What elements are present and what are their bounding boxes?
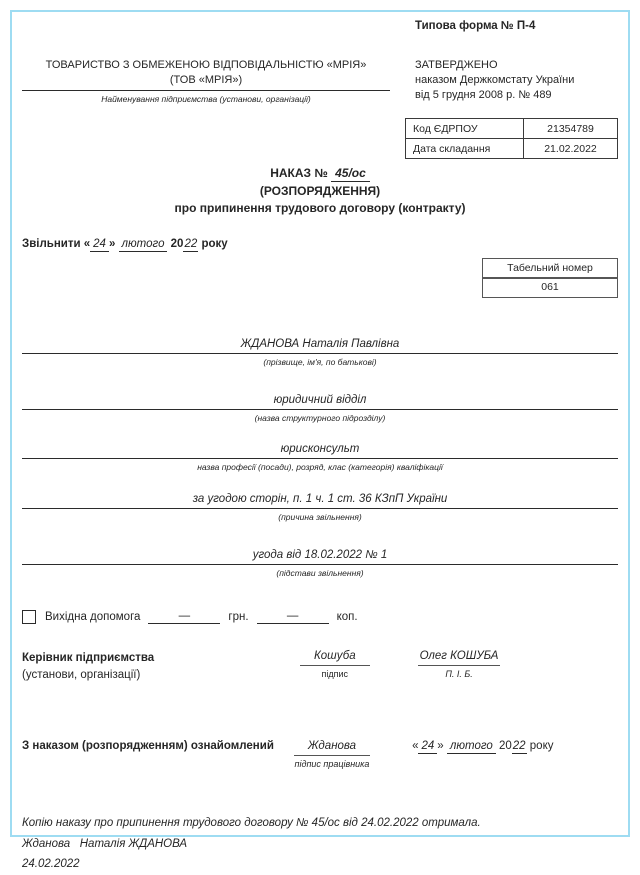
severance-row <box>22 610 618 624</box>
acknowledgment-date: « 24 » лютого 2022 року <box>412 740 554 752</box>
dismiss-grounds-value: угода від 18.02.2022 № 1 <box>22 549 618 565</box>
acknowledgment-row <box>22 740 618 769</box>
approved-line1: ЗАТВЕРДЖЕНО <box>415 59 498 71</box>
profession-caption: назва професії (посади), розряд, клас (категорія) кваліфікації <box>197 462 443 472</box>
director-name-caption: П. І. Б. <box>445 669 473 679</box>
approved-block <box>415 58 618 104</box>
ack-date-day: 24 <box>418 740 437 754</box>
company-name: ТОВАРИСТВО З ОБМЕЖЕНОЮ ВІДПОВІДАЛЬНІСТЮ «МРІЯ» <box>45 59 367 71</box>
personnel-number-value: 061 <box>482 277 618 298</box>
dismiss-day: 24 <box>90 238 109 252</box>
acknowledgment-label: З наказом (розпорядженням) ознайомлений <box>22 740 274 752</box>
director-signature-caption: підпис <box>321 669 349 679</box>
director-signature-block <box>300 650 370 684</box>
employee-name-value: ЖДАНОВА Наталія Павлівна <box>22 338 618 354</box>
severance-amount-uah: — <box>148 610 220 624</box>
copy-received-line3: 24.02.2022 <box>22 858 80 870</box>
dismiss-reason-value: за угодою сторін, п. 1 ч. 1 ст. 36 КЗпП України <box>22 493 618 509</box>
personnel-number-label: Табельний номер <box>482 258 618 279</box>
director-signature-row <box>22 650 618 684</box>
table-row <box>406 119 618 139</box>
document-header <box>22 18 618 104</box>
company-caption: Найменування підприємства (установи, організації) <box>101 94 311 104</box>
edrpou-label: Код ЄДРПОУ <box>406 119 524 139</box>
employee-signature-caption: підпис працівника <box>294 759 370 769</box>
ack-date-year: 22 <box>512 740 526 752</box>
severance-label: Вихідна допомога <box>45 611 141 623</box>
profession-value: юрисконсульт <box>22 443 618 459</box>
dismiss-grounds-caption: (підстави звільнення) <box>276 568 364 578</box>
employee-signature-block <box>294 740 370 769</box>
department-caption: (назва структурного підрозділу) <box>254 413 386 423</box>
company-name-block <box>22 58 390 91</box>
order-title <box>22 165 618 218</box>
copy-received-line2: Жданова Наталія ЖДАНОВА <box>22 837 188 850</box>
field-employee-name <box>22 338 618 367</box>
employee-signature: Жданова <box>294 740 370 756</box>
edrpou-value: 21354789 <box>524 119 618 139</box>
order-title-prefix: НАКАЗ № <box>270 166 332 180</box>
dismiss-month: лютого <box>119 238 168 252</box>
ack-date-month: лютого <box>447 740 496 754</box>
field-dismiss-reason <box>22 493 618 522</box>
severance-amount-kop: — <box>257 610 329 624</box>
department-value: юридичний відділ <box>22 394 618 410</box>
dismiss-reason-caption: (причина звільнення) <box>278 512 362 522</box>
approved-line2: наказом Держкомстату України <box>415 74 575 86</box>
director-name: Олег КОШУБА <box>418 650 501 666</box>
severance-uah-label: грн. <box>228 611 249 623</box>
approved-line3: від 5 грудня 2008 р. № 489 <box>415 89 552 101</box>
severance-checkbox[interactable] <box>22 610 36 624</box>
director-label: Керівник підприємства (установи, організації) <box>22 652 155 681</box>
dismiss-date-line: Звільнити « 24 » лютого 2022 року <box>22 237 228 250</box>
copy-received-line1: Копію наказу про припинення трудового договору № 45/ос від 24.02.2022 отримала. <box>22 817 481 829</box>
personnel-number-box <box>482 258 618 299</box>
field-department <box>22 394 618 423</box>
compose-date-label: Дата складання <box>406 139 524 159</box>
order-subtitle: (РОЗПОРЯДЖЕННЯ) <box>259 183 381 198</box>
severance-kop-label: коп. <box>336 611 358 623</box>
dismiss-year: 22 <box>184 237 198 250</box>
employee-name-caption: (прізвище, ім'я, по батькові) <box>263 357 377 367</box>
director-name-block <box>418 650 501 684</box>
company-short-name: (ТОВ «МРІЯ») <box>169 74 243 86</box>
edrpou-date-table <box>405 118 618 159</box>
copy-received-note <box>22 813 618 875</box>
field-dismiss-grounds <box>22 549 618 578</box>
field-profession <box>22 443 618 472</box>
table-row <box>406 139 618 159</box>
order-subject: про припинення трудового договору (контракту) <box>174 201 466 215</box>
order-number: 45/ос <box>331 166 370 182</box>
director-signature: Кошуба <box>300 650 370 666</box>
compose-date-value: 21.02.2022 <box>524 139 618 159</box>
form-number: Типова форма № П-4 <box>415 20 536 32</box>
